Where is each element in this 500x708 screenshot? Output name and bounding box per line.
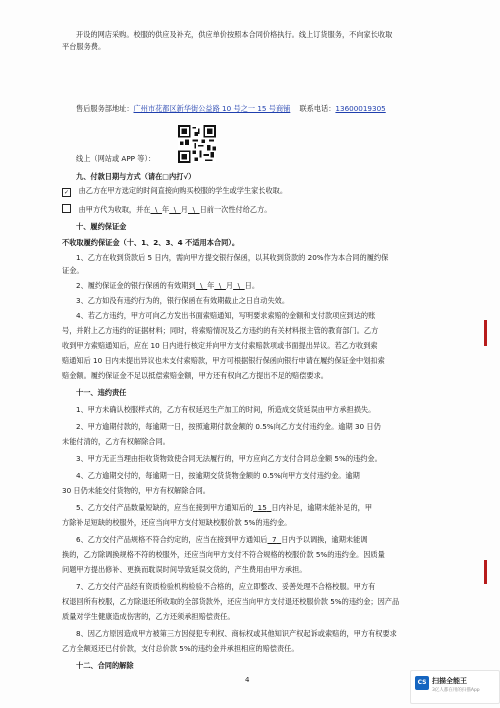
text-span: 5、乙方交付产品数量短缺的，应当在接到甲方通知后的 [76,503,254,512]
text-line: 4、若乙方违约，甲方可向乙方发出书面索赔通知，写明要求索赔的金额和支付款项应到达的账 [76,311,376,320]
text-line: 4、乙方逾期交付的，每逾期一日，按逾期交货货物金额的 0.5%向甲方支付违约金。逾期 [76,471,360,480]
text-line: 7、乙方交付产品经有资质检验机构检验不合格的，应立即整改、妥善处理不合格校服。甲方有 [76,582,376,591]
text-line: 问题甲方提出修补、更换而耽误时间导致延误交货的，产生费用由甲方承担。 [62,565,307,574]
year-label: 年 [162,205,170,214]
text-line: 证金。 [62,266,84,275]
text-line: 2、履约保证金的银行保函的有效期到 \ 年 \ 月 \ 日。 [76,281,260,290]
payment-option-2-text: 由甲方代为收取，并在 [78,205,151,214]
section-heading-liability: 十一、违约责任 [76,388,127,397]
text-line: 开设的网店采购。校服的供应及补充，供应单价按照本合同价格执行。线上订货服务，不向家长收取 [76,30,393,39]
seal-edge-mark [484,560,487,584]
text-line: 1、乙方在收到货款后 5 日内，需向甲方提交银行保函，以其收到货款的 20%作为本合同的履约保 [76,253,389,262]
text-line: 3、乙方如没有违约行为的，银行保函在有效期截止之日自动失效。 [76,296,290,305]
after-sales-address: 广州市花都区新华街公益路 10 号之一 15 号商铺 [133,104,291,113]
text-line: 平台服务费。 [62,42,106,51]
text-line: 30 日仍未能交付货物的，甲方有权解除合同。 [62,486,210,495]
scanner-logo-icon: CS [415,676,429,690]
text-line [76,503,457,513]
checkbox-empty-icon[interactable] [62,204,71,213]
year-label: 年 [207,281,215,290]
text-line: 8、因乙方原因造成甲方被第三方因侵犯专利权、商标权或其他知识产权起诉或索赔的，甲方有权要求 [76,629,397,638]
scanner-watermark-badge [410,670,500,704]
text-line: 3、甲方无正当理由拒收货物致使合同无法履行的，甲方应向乙方支付合同总金额 5%的违约金。 [76,454,382,463]
phone-number: 13600019305 [335,104,386,113]
days-value: 7 [272,535,277,544]
text-line: 未能付清的，乙方有权解除合同。 [62,437,170,446]
scanner-app-name: 扫描全能王 [432,677,467,685]
text-line: 收到甲方索赔通知后，应在 10 日内进行核定并向甲方支付索赔款项或书面提出异议。若乙方收到索 [62,341,378,350]
text-span: 日内补足，逾期未能补足的，甲 [271,503,373,512]
payment-option-1-text: 由乙方在甲方选定的时间直接向购买校服的学生或学生家长收取。 [78,186,288,195]
no-deposit-line: 不收取履约保证金（十、1、2、3、4 不适用本合同）。 [62,238,240,247]
text-line [76,535,457,545]
text-span: 日内予以调换，逾期未能调 [281,535,368,544]
text-line: 质量对学生健康造成伤害的，乙方还须承担赔偿责任。 [62,612,235,621]
seal-edge-mark [484,320,487,346]
text-line: 1、甲方未确认校服样式的，乙方有权延迟生产加工的时间，所造成交货延误由甲方承担损失。 [76,405,376,414]
after-sales-label: 售后服务部地址： [76,104,134,113]
text-line: 乙方全额返还已付价款，支付总价款 5%的违约金并承担相应的赔偿责任。 [62,644,299,653]
after-sales-line [76,104,457,114]
text-line: 权退回所有校服，乙方除退还所收取的全部货款外，还应当向甲方支付退还校服价款 5%的违约金；因产品 [62,597,400,606]
phone-label: 联系电话： [299,104,336,113]
checkbox-checked-icon[interactable]: ✓ [63,189,70,196]
text-line: 赔金额。履约保证金不足以抵偿索赔金额，甲方还有权向乙方提出不足的赔偿要求。 [62,371,328,380]
text-line: 2、甲方逾期付款的，每逾期一日，按照逾期付款金额的 0.5%向乙方支付违约金。逾期 30 日仍 [76,422,381,431]
days-value: 15 [257,503,267,512]
section-heading-termination: 十二、合同的解除 [76,661,134,670]
text-line: 号，并附上乙方违约的证据材料；同时，将索赔情况及乙方违约的有关材料报主管的教育部门。乙方 [62,326,379,335]
payment-option-2: 由甲方代为收取，并在 \ 年 \ 月 \ 日前一次性付给乙方。 [62,204,457,215]
scanner-tagline: 3亿人都在用的扫描App [432,688,480,693]
day-label: 日前一次性付给乙方。 [199,205,272,214]
section-heading-payment: 九、付款日期与方式（请在□内打√） [76,172,196,181]
payment-option-1 [62,186,457,197]
text-line: 赔通知后 10 日内未提出异议也未支付索赔款，甲方可根据银行保函向银行申请在履约保证金中划扣索 [62,356,385,365]
day-label: 日。 [244,281,260,290]
text-span: 2、履约保证金的银行保函的有效期到 [76,281,196,290]
text-span: 6、乙方交付产品规格不符合约定的，应当在接到甲方通知后 [76,535,268,544]
section-heading-deposit: 十、履约保证金 [76,222,127,231]
page-number: 4 [245,676,250,684]
text-line: 方除补足短缺的校服外，还应当向甲方支付短缺校服价款 5%的违约金。 [62,518,292,527]
month-label: 月 [225,281,234,290]
month-label: 月 [180,205,188,214]
online-channel-line: 线上（网站或 APP 等）： [76,154,156,163]
text-line: 换的，乙方除调换规格不符的校服外，还应当向甲方支付不符合规格的校服价款 5%的违约金。因质量 [62,550,385,559]
